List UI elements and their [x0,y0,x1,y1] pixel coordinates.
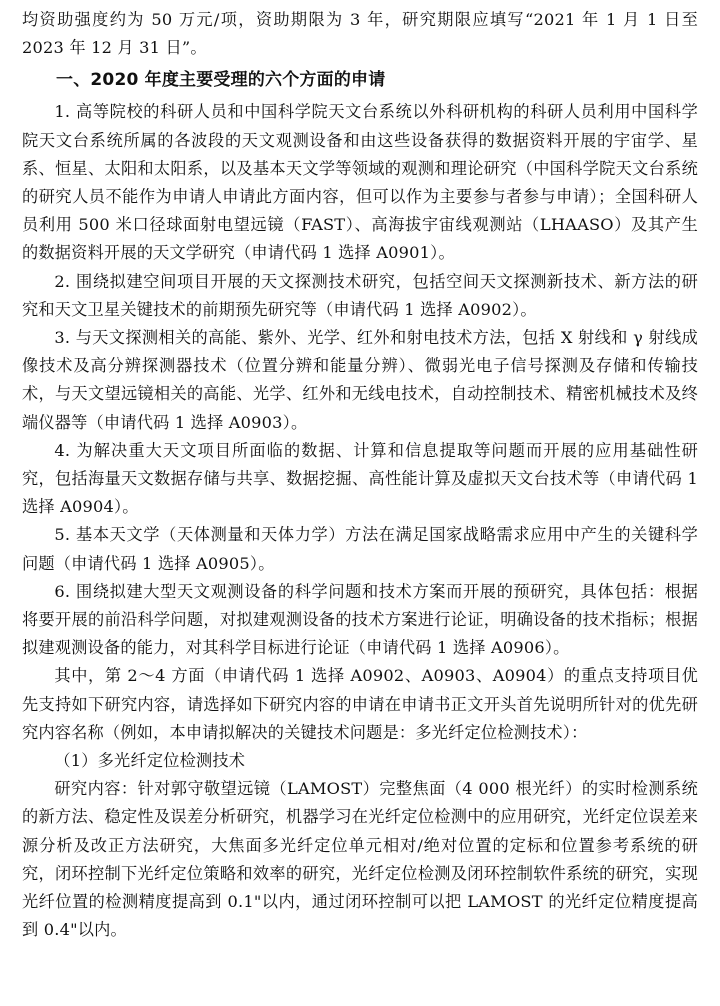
item-5-paragraph: 5. 基本天文学（天体测量和天体力学）方法在满足国家战略需求应用中产生的关键科学问题（申请代码 1 选择 A0905）。 [22,525,698,573]
intro-paragraph: 均资助强度约为 50 万元/项，资助期限为 3 年，研究期限应填写“2021 年 1 月 1 日至 2023 年 12 月 31 日”。 [22,10,698,58]
subsection-heading: （1）多光纤定位检测技术 [54,751,246,771]
item-3-paragraph: 3. 与天文探测相关的高能、紫外、光学、红外和射电技术方法，包括 X 射线和 γ 射线成像技术及高分辨探测器技术（位置分辨和能量分辨）、微弱光电子信号探测及存储和传输技术，与天文望远镜相关的高能、光学、红外和无线电技术，自动控制技术、精密机械技术及终端仪器等（申请代码 1 选择 A0903）。 [22,328,698,432]
priority-paragraph: 其中，第 2～4 方面（申请代码 1 选择 A0902、A0903、A0904）的重点支持项目优先支持如下研究内容，请选择如下研究内容的申请在申请书正文开头首先说明所针对的优先研究内容名称（例如，本申请拟解决的关键技术问题是：多光纤定位检测技术）： [22,666,698,742]
item-4-paragraph: 4. 为解决重大天文项目所面临的数据、计算和信息提取等问题而开展的应用基础性研究，包括海量天文数据存储与共享、数据挖掘、高性能计算及虚拟天文台技术等（申请代码 1 选择 A0904）。 [22,440,698,517]
research-content-paragraph: 研究内容：针对郭守敬望远镜（LAMOST）完整焦面（4 000 根光纤）的实时检测系统的新方法、稳定性及误差分析研究，机器学习在光纤定位检测中的应用研究，光纤定位误差来源分析及改正方法研究，大焦面多光纤定位单元相对/绝对位置的定标和位置参考系统的研究，闭环控制下光纤定位策略和效率的研究，光纤定位检测及闭环控制软件系统的研究，实现光纤位置的检测精度提高到 0.1"以内，通过闭环控制可以把 LAMOST 的光纤定位精度提高到 0.4"以内。 [22,779,698,940]
item-6-paragraph: 6. 围绕拟建大型天文观测设备的科学问题和技术方案而开展的预研究，具体包括：根据将要开展的前沿科学问题，对拟建观测设备的技术方案进行论证，明确设备的技术指标；根据拟建观测设备的能力，对其科学目标进行论证（申请代码 1 选择 A0906）。 [22,581,698,658]
section-heading: 一、2020 年度主要受理的六个方面的申请 [56,70,386,91]
item-1-paragraph: 1. 高等院校的科研人员和中国科学院天文台系统以外科研机构的科研人员利用中国科学院天文台系统所属的各波段的天文观测设备和由这些设备获得的数据资料开展的宇宙学、星系、恒星、太阳和太阳系，以及基本天文学等领域的观测和理论研究（中国科学院天文台系统的研究人员不能作为申请人申请此方面内容，但可以作为主要参与者参与申请）；全国科研人员利用 500 米口径球面射电望远镜（FAST）、高海拔宇宙线观测站（LHAASO）及其产生的数据资料开展的天文学研究（申请代码 1 选择 A0901）。 [22,102,698,263]
item-2-paragraph: 2. 围绕拟建空间项目开展的天文探测技术研究，包括空间天文探测新技术、新方法的研究和天文卫星关键技术的前期预先研究等（申请代码 1 选择 A0902）。 [22,271,698,319]
